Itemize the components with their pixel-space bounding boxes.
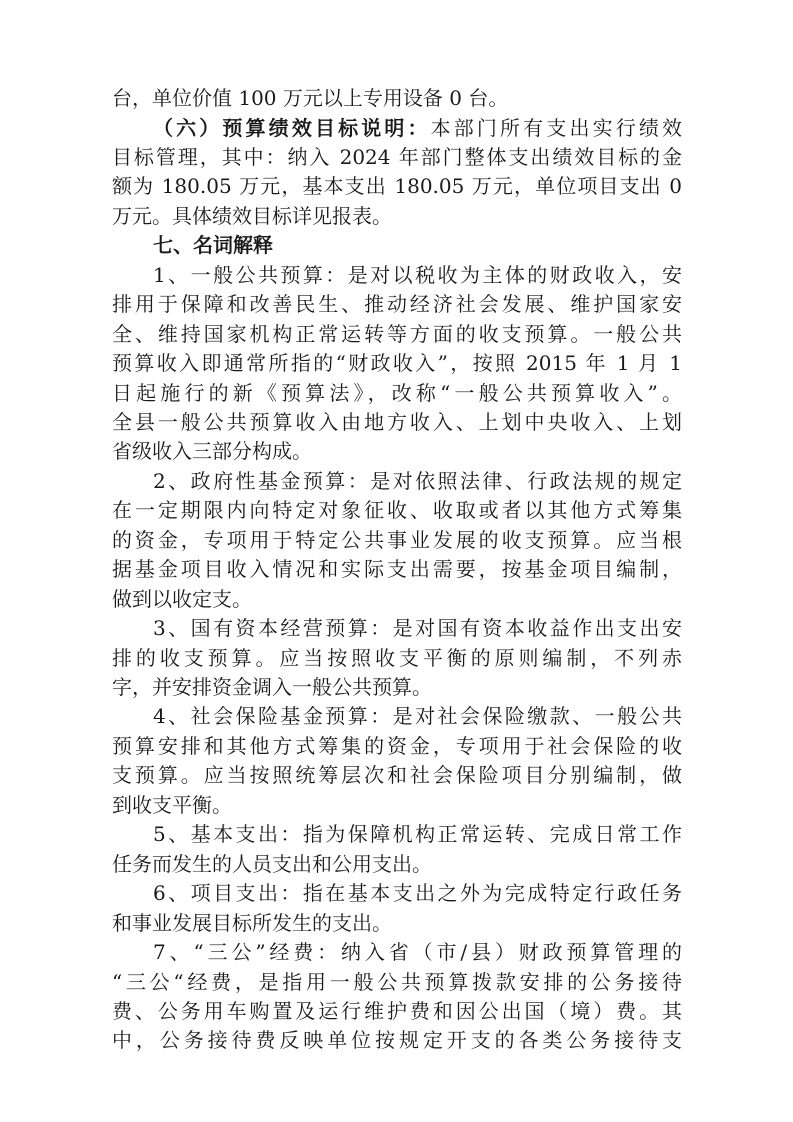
text-line: 在一定期限内向特定对象征收、收取或者以其他方式筹集 xyxy=(112,498,682,523)
performance-paragraph-line xyxy=(153,113,682,143)
text-line: 省级收入三部分构成。 xyxy=(112,439,312,464)
text-line: 全县一般公共预算收入由地方收入、上划中央收入、上划 xyxy=(112,409,682,434)
text-line: 2、政府性基金预算：是对依照法律、行政法规的规定 xyxy=(153,468,682,493)
text-line: 做到以收定支。 xyxy=(112,586,252,611)
text-line: 全、维持国家机构正常运转等方面的收支预算。一般公共 xyxy=(112,321,682,346)
text-line: 1、一般公共预算：是对以税收为主体的财政收入，安 xyxy=(153,262,682,287)
text-run: 本部门所有支出实行绩效 xyxy=(430,115,683,140)
text-line: 5、基本支出：指为保障机构正常运转、完成日常工作 xyxy=(153,822,682,847)
text-line: 6、项目支出：指在基本支出之外为完成特定行政任务 xyxy=(153,881,682,906)
text-line: 排的收支预算。应当按照收支平衡的原则编制，不列赤 xyxy=(112,645,682,670)
section-heading-glossary: 七、名词解释 xyxy=(153,233,273,258)
text-line: 任务而发生的人员支出和公用支出。 xyxy=(112,851,432,876)
text-line: 和事业发展目标所发生的支出。 xyxy=(112,910,392,935)
text-line: 4、社会保险基金预算：是对社会保险缴款、一般公共 xyxy=(153,704,682,729)
text-line: 3、国有资本经营预算：是对国有资本收益作出支出安 xyxy=(153,616,682,641)
text-line: 排用于保障和改善民生、推动经济社会发展、维护国家安 xyxy=(112,292,682,317)
text-line: “三公“经费，是指用一般公共预算拨款安排的公务接待 xyxy=(112,969,682,994)
text-line: 到收支平衡。 xyxy=(112,792,232,817)
text-line: 目标管理，其中：纳入 2024 年部门整体支出绩效目标的金 xyxy=(112,144,682,169)
section-heading-performance: （六）预算绩效目标说明： xyxy=(153,115,431,140)
text-line: 费、公务用车购置及运行维护费和因公出国（境）费。其 xyxy=(112,998,682,1023)
text-line: 万元。具体绩效目标详见报表。 xyxy=(112,203,392,228)
text-line: 据基金项目收入情况和实际支出需要，按基金项目编制， xyxy=(112,557,682,582)
text-line: 的资金，专项用于特定公共事业发展的收支预算。应当根 xyxy=(112,527,682,552)
text-line: 日起施行的新《预算法》，改称“一般公共预算收入”。 xyxy=(112,380,682,405)
text-line: 字，并安排资金调入一般公共预算。 xyxy=(112,675,432,699)
text-line: 额为 180.05 万元，基本支出 180.05 万元，单位项目支出 0 xyxy=(112,174,682,199)
text-line: 台，单位价值 100 万元以上专用设备 0 台。 xyxy=(112,86,509,110)
text-line: 支预算。应当按照统筹层次和社会保险项目分别编制，做 xyxy=(112,763,682,788)
text-line: 7、“三公”经费：纳入省（市/县）财政预算管理的 xyxy=(153,940,682,964)
text-line: 预算安排和其他方式筹集的资金，专项用于社会保险的收 xyxy=(112,733,682,758)
text-line: 中，公务接待费反映单位按规定开支的各类公务接待支 xyxy=(112,1028,682,1053)
text-line: 预算收入即通常所指的“财政收入”，按照 2015 年 1 月 1 xyxy=(112,351,682,376)
